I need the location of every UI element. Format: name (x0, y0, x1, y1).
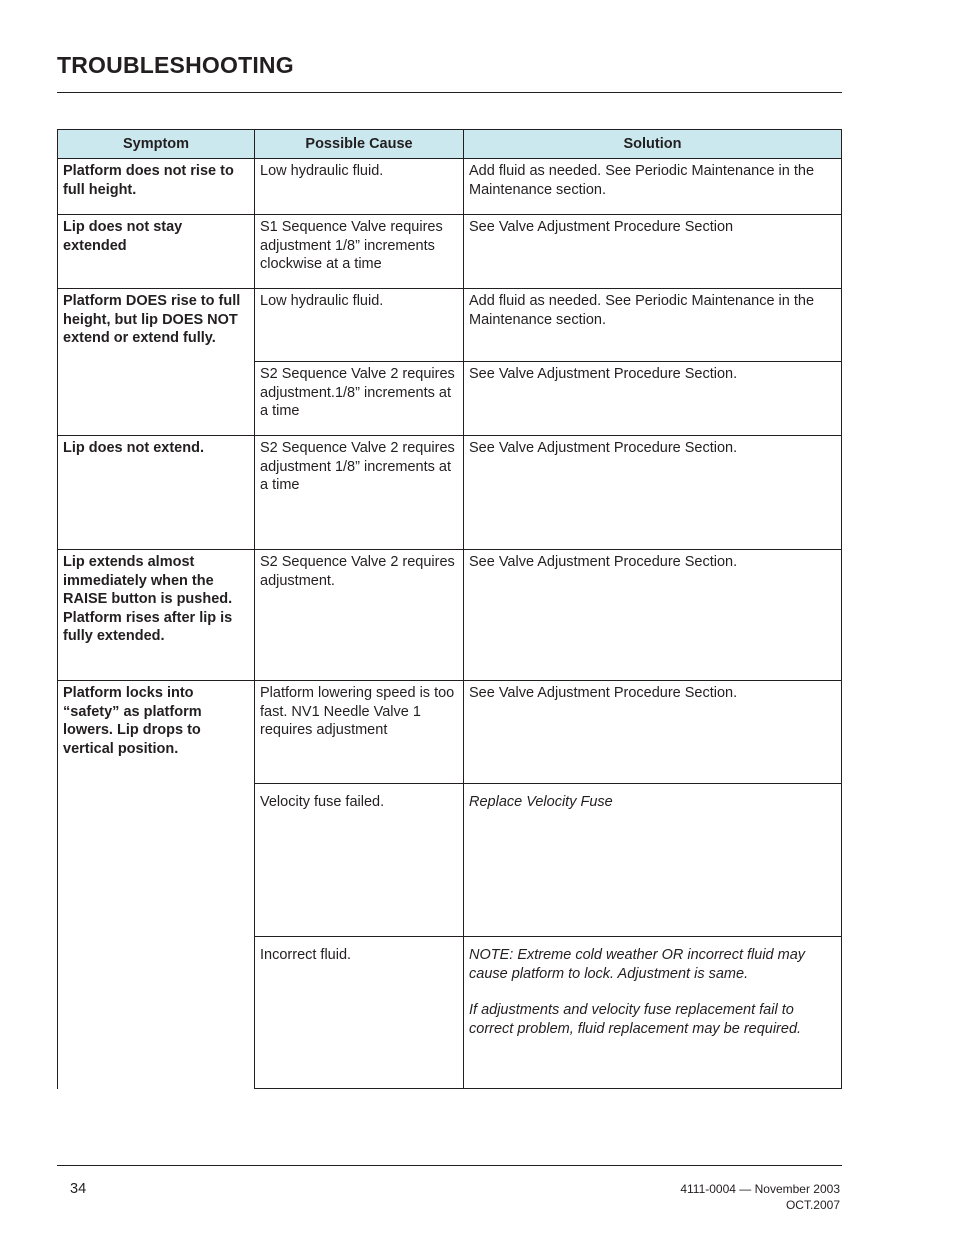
solution-cell (464, 937, 842, 1089)
table-row (58, 215, 842, 289)
solution-cell: Add fluid as needed. See Periodic Maintenance in the Maintenance section. (464, 159, 842, 215)
symptom-cell: Platform does not rise to full height. (58, 159, 255, 215)
table-row (58, 159, 842, 215)
cause-cell: Low hydraulic fluid. (255, 289, 464, 362)
solution-cell: See Valve Adjustment Procedure Section. (464, 436, 842, 550)
cause-cell: Velocity fuse failed. (255, 784, 464, 937)
symptom-cell: Lip does not stay extended (58, 215, 255, 289)
solution-cell: See Valve Adjustment Procedure Section. (464, 550, 842, 681)
symptom-cell: Lip does not extend. (58, 436, 255, 550)
solution-note: NOTE: Extreme cold weather OR incorrect fluid may cause platform to lock. Adjustment is same. (469, 947, 806, 982)
cause-cell: S1 Sequence Valve requires adjustment 1/8” increments clockwise at a time (255, 215, 464, 289)
document-id (680, 1182, 840, 1213)
symptom-cell: Platform locks into “safety” as platform lowers. Lip drops to vertical position. (58, 681, 255, 1089)
table-row (58, 681, 842, 784)
cause-cell: S2 Sequence Valve 2 requires adjustment 1/8” increments at a time (255, 436, 464, 550)
solution-cell: Add fluid as needed. See Periodic Maintenance in the Maintenance section. (464, 289, 842, 362)
page-number: 34 (70, 1181, 87, 1197)
solution-note: If adjustments and velocity fuse replacement fail to correct problem, fluid replacement may be required. (469, 1002, 802, 1037)
symptom-cell: Platform DOES rise to full height, but lip DOES NOT extend or extend fully. (58, 289, 255, 436)
troubleshooting-table (57, 129, 842, 1089)
table-header-row (58, 130, 842, 159)
page-title: TROUBLESHOOTING (57, 52, 294, 78)
solution-cell: See Valve Adjustment Procedure Section (464, 215, 842, 289)
table-row (58, 289, 842, 362)
column-header-symptom: Symptom (58, 130, 255, 159)
solution-cell: See Valve Adjustment Procedure Section. (464, 681, 842, 784)
revision-date: OCT.2007 (785, 1197, 840, 1212)
title-divider (57, 92, 842, 93)
table-row (58, 436, 842, 550)
cause-cell: S2 Sequence Valve 2 requires adjustment.1/8” increments at a time (255, 362, 464, 436)
column-header-possible-cause: Possible Cause (255, 130, 464, 159)
cause-cell: Platform lowering speed is too fast. NV1 Needle Valve 1 requires adjustment (255, 681, 464, 784)
column-header-solution: Solution (464, 130, 842, 159)
table-row (58, 550, 842, 681)
document-number: 4111-0004 — November 2003 (680, 1182, 840, 1196)
solution-cell: See Valve Adjustment Procedure Section. (464, 362, 842, 436)
cause-cell: Incorrect fluid. (255, 937, 464, 1089)
solution-cell: Replace Velocity Fuse (464, 784, 842, 937)
cause-cell: Low hydraulic fluid. (255, 159, 464, 215)
cause-cell: S2 Sequence Valve 2 requires adjustment. (255, 550, 464, 681)
footer-divider (57, 1165, 842, 1166)
symptom-cell: Lip extends almost immediately when the RAISE button is pushed. Platform rises after lip is fully extended. (58, 550, 255, 681)
